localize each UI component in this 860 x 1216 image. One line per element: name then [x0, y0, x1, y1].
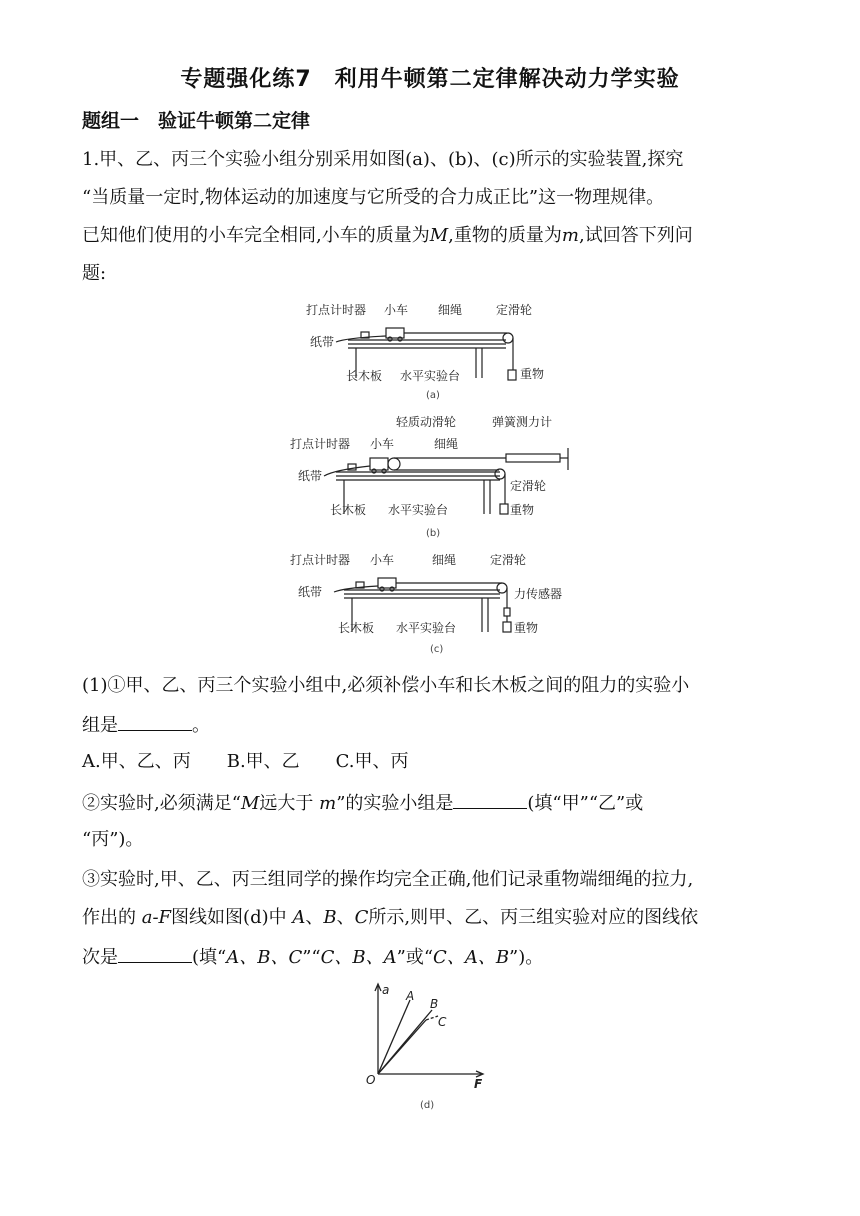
- line-c-dash: [426, 1016, 438, 1020]
- p3-line-2: 作出的 a-F图线如图(d)中 A、B、C所示,则甲、乙、丙三组实验对应的图线依: [82, 907, 699, 928]
- label-cart: 小车: [384, 303, 409, 317]
- label-table: 水平实验台: [388, 503, 449, 517]
- label-rope: 细绳: [438, 303, 463, 317]
- answer-blank-3[interactable]: [118, 944, 192, 963]
- figure-b: [284, 408, 584, 542]
- label-timer: 打点计时器: [290, 553, 351, 567]
- line-b-label: B: [430, 997, 439, 1011]
- q1-line-2: “当质量一定时,物体运动的加速度与它所受的合力成正比”这一物理规律。: [82, 187, 665, 208]
- label-timer: 打点计时器: [290, 437, 351, 451]
- figure-c: [284, 546, 584, 656]
- line-a: [378, 1000, 410, 1074]
- label-spring-scale: 弹簧测力计: [492, 415, 553, 429]
- figure-a: [296, 296, 576, 404]
- label-weight: 重物: [510, 503, 535, 517]
- label-force-sensor: 力传感器: [514, 587, 563, 601]
- label-weight: 重物: [520, 367, 545, 381]
- label-tape: 纸带: [298, 469, 323, 483]
- caption-d: (d): [420, 1100, 435, 1111]
- label-pulley: 定滑轮: [496, 303, 533, 317]
- label-table: 水平实验台: [400, 369, 461, 383]
- figure-a-labels: [306, 302, 544, 401]
- line-a-label: A: [406, 989, 415, 1003]
- q1-line-1: 1.甲、乙、丙三个实验小组分别采用如图(a)、(b)、(c)所示的实验装置,探究: [82, 149, 684, 170]
- label-board: 长木板: [330, 503, 367, 517]
- caption-a: (a): [426, 390, 440, 401]
- f-axis-label: F: [474, 1077, 483, 1091]
- label-tape: 纸带: [310, 335, 335, 349]
- answer-blank-2[interactable]: [453, 790, 527, 809]
- p2-line-2: “丙”)。: [82, 829, 144, 850]
- a-axis-label: a: [382, 983, 390, 997]
- line-c-label: C: [438, 1015, 447, 1029]
- caption-b: (b): [426, 528, 441, 539]
- page-title: 专题强化练7 利用牛顿第二定律解决动力学实验: [180, 67, 680, 92]
- label-pulley: 定滑轮: [490, 553, 527, 567]
- label-rope: 细绳: [434, 437, 459, 451]
- figure-d-graph: [362, 980, 492, 1114]
- q1-line-4: 题:: [82, 263, 107, 284]
- figure-c-labels: [290, 552, 562, 655]
- p3-line-3: 次是 (填“A、B、C”“C、B、A”或“C、A、B”)。: [82, 944, 543, 970]
- origin-label: O: [366, 1073, 376, 1087]
- label-weight: 重物: [514, 621, 539, 635]
- label-cart: 小车: [370, 437, 395, 451]
- p1-options: A.甲、乙、丙 B.甲、乙 C.甲、丙: [82, 751, 409, 772]
- q1-line-3: 已知他们使用的小车完全相同,小车的质量为M,重物的质量为m,试回答下列问: [82, 225, 693, 246]
- label-movable-pulley: 轻质动滑轮: [396, 415, 457, 429]
- label-tape: 纸带: [298, 585, 323, 599]
- caption-c: (c): [430, 644, 444, 655]
- label-table: 水平实验台: [396, 621, 457, 635]
- line-c: [378, 1020, 426, 1074]
- p1-line-2: 组是 。: [82, 712, 210, 738]
- p2-line-1: ②实验时,必须满足“M远大于 m”的实验小组是 (填“甲”“乙”或: [82, 790, 643, 816]
- label-cart: 小车: [370, 553, 395, 567]
- answer-blank-1[interactable]: [118, 712, 192, 731]
- label-timer: 打点计时器: [306, 303, 367, 317]
- p1-line-1: (1)①甲、乙、丙三个实验小组中,必须补偿小车和长木板之间的阻力的实验小: [82, 675, 690, 696]
- label-board: 长木板: [346, 369, 383, 383]
- label-rope: 细绳: [432, 553, 457, 567]
- p3-line-1: ③实验时,甲、乙、丙三组同学的操作均完全正确,他们记录重物端细绳的拉力,: [82, 869, 694, 890]
- label-pulley: 定滑轮: [510, 479, 547, 493]
- label-board: 长木板: [338, 621, 375, 635]
- section-heading: 题组一 验证牛顿第二定律: [82, 110, 311, 132]
